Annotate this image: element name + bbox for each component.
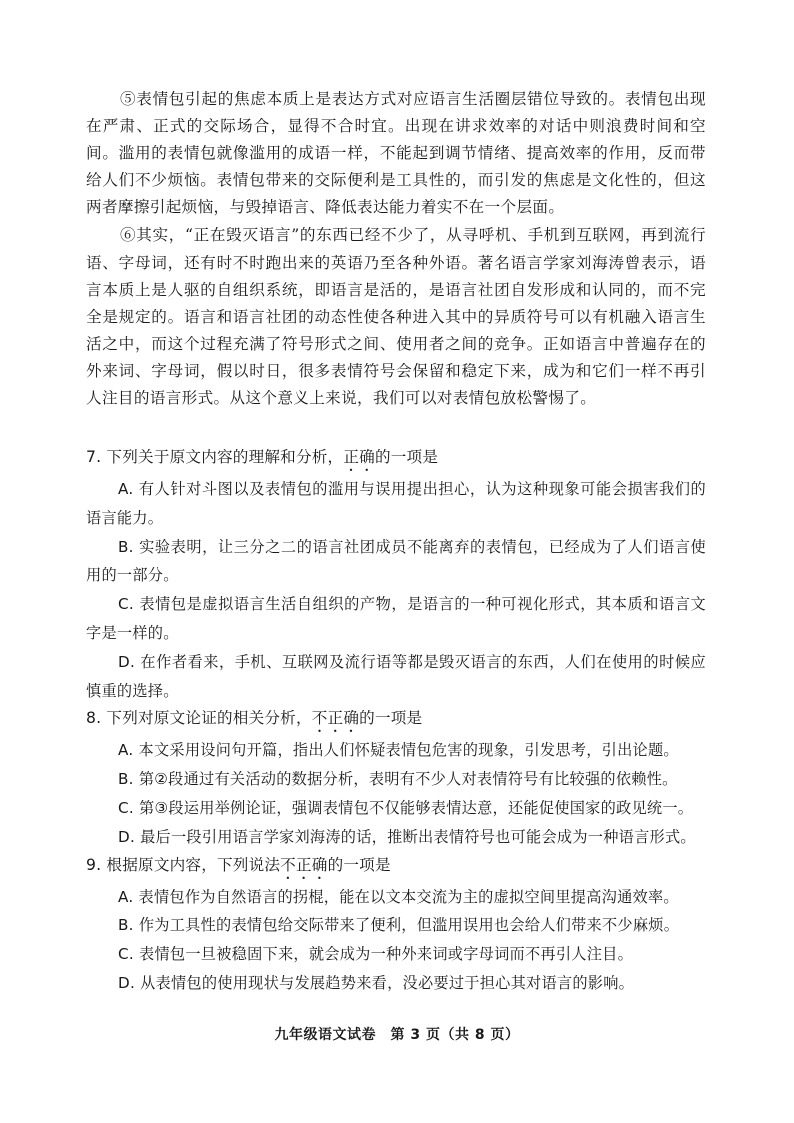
stem-text-end: 的一项是 — [374, 448, 439, 466]
paragraph-6: ⑥其实，“正在毁灭语言”的东西已经不少了，从寻呼机、手机到互联网，再到流行语、字母词，还有时不时跑出来的英语乃至各种外语。著名语言学家刘海涛曾表示，语言本质上是人驱的自组织系统，即语言是活的，是语言社团自发形成和认同的，而不完全是规定的。语言和语言社团的动态性使各种进入其中的异质符号可以有机融入语言生活之中，而这个过程充满了符号形式之间、使用者之间的竞争。正如语言中普遍存在的外来词、字母词，假以时日，很多表情符号会保留和稳定下来，成为和它们一样不再引人注目的语言形式。从这个意义上来说，我们可以对表情包放松警惕了。 — [86, 226, 706, 408]
option-b: B. 作为工具性的表情包给交际带来了便利，但滥用误用也会给人们带来不少麻烦。 — [118, 916, 680, 935]
stem-emphasis: 不正确 — [311, 709, 360, 728]
page-footer: 九年级语文试卷 第 3 页（共 8 页） — [274, 1027, 520, 1043]
paragraph-5: ⑤表情包引起的焦虑本质上是表达方式对应语言生活圈层错位导致的。表情包出现在严肃、正式的交际场合，显得不合时宜。出现在讲求效率的对话中则浪费时间和空间。滥用的表情包就像滥用的成语一样，不能起到调节情绪、提高效率的作用，反而带给人们不少烦恼。表情包带来的交际便利是工具性的，而引发的焦虑是文化性的，但这两者摩擦引起烦恼，与毁掉语言、降低表达能力着实不在一个层面。 — [86, 90, 706, 217]
option-b: B. 实验表明，让三分之二的语言社团成员不能离弃的表情包，已经成为了人们语言使用的一部分。 — [86, 537, 706, 585]
option-a: A. 表情包作为自然语言的拐棍，能在以文本交流为主的虚拟空间里提高沟通效率。 — [118, 887, 679, 906]
stem-text-end: 的一项是 — [327, 855, 391, 874]
stem-emphasis: 不正确 — [280, 855, 328, 874]
question-stem — [86, 852, 706, 883]
question-stem — [86, 705, 706, 736]
stem-emphasis: 正确 — [343, 448, 375, 466]
reading-passage — [86, 86, 706, 413]
option-d: D. 最后一段引用语言学家刘海涛的话，推断出表情符号也可能会成为一种语言形式。 — [118, 827, 696, 846]
option-b: B. 第②段通过有关活动的数据分析，表明有不少人对表情符号有比较强的依赖性。 — [118, 770, 678, 789]
question-8 — [86, 705, 706, 851]
option-a: A. 有人针对斗图以及表情包的滥用与误用提出担心，认为这种现象可能会损害我们的语言能力。 — [86, 480, 706, 527]
option-d: D. 从表情包的使用现状与发展趋势来看，没必要过于担心其对语言的影响。 — [118, 973, 635, 992]
option-c: C. 第③段运用举例论证，强调表情包不仅能够表情达意，还能促使国家的政见统一。 — [118, 798, 694, 817]
question-9 — [86, 852, 706, 998]
option-c: C. 表情包一旦被稳固下来，就会成为一种外来词或字母词而不再引人注目。 — [118, 945, 634, 964]
stem-text: 9. 根据原文内容，下列说法 — [86, 855, 281, 874]
option-d: D. 在作者看来，手机、互联网及流行语等都是毁灭语言的东西，人们在使用的时候应慎重的选择。 — [86, 652, 706, 700]
stem-text-end: 的一项是 — [359, 709, 423, 728]
stem-text: 8. 下列对原文论证的相关分析， — [86, 709, 312, 728]
question-7 — [86, 444, 706, 705]
option-c: C. 表情包是虚拟语言生活自组织的产物，是语言的一种可视化形式，其本质和语言文字是一样的。 — [86, 595, 706, 642]
stem-text: 7. 下列关于原文内容的理解和分析， — [86, 448, 344, 466]
question-list — [86, 444, 706, 998]
option-a: A. 本文采用设问句开篇，指出人们怀疑表情包危害的现象，引发思考，引出论题。 — [118, 741, 679, 760]
question-stem — [86, 444, 706, 475]
